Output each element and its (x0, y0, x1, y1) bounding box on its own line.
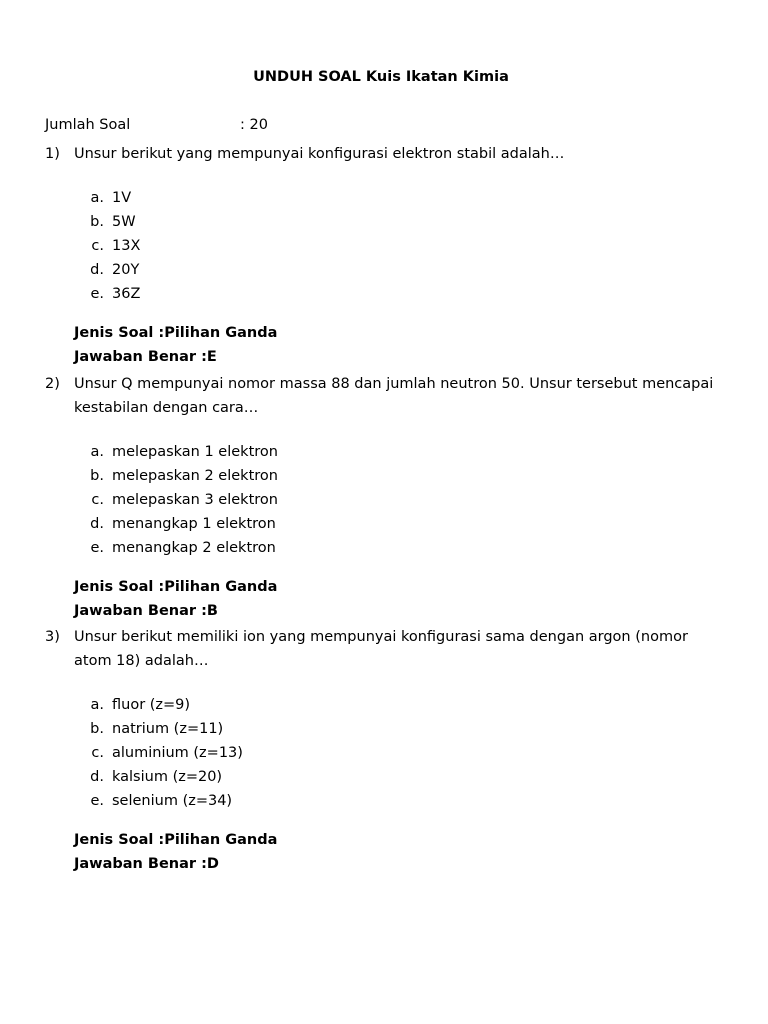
question-text: Unsur berikut memiliki ion yang mempunyai konfigurasi sama dengan argon (nomor atom 18) adalah… (74, 629, 688, 669)
question-meta (74, 575, 725, 623)
option-text: selenium (z=34) (112, 793, 233, 809)
option-letter: a. (90, 444, 104, 460)
question-count (45, 115, 268, 135)
option-d (45, 512, 725, 536)
option-a (45, 186, 725, 210)
option-list (45, 693, 725, 813)
correct-answer: Jawaban Benar :B (74, 603, 218, 619)
option-list (45, 440, 725, 560)
question-number: 1) (45, 146, 60, 162)
question-number: 2) (45, 376, 60, 392)
question-text: Unsur Q mempunyai nomor massa 88 dan jumlah neutron 50. Unsur tersebut mencapai kestabilan dengan cara… (74, 376, 714, 416)
option-b (45, 464, 725, 488)
option-text: 20Y (112, 262, 140, 278)
option-list (45, 186, 725, 306)
question-count-label: Jumlah Soal (45, 117, 131, 133)
question-count-value: : 20 (240, 117, 268, 133)
option-letter: c. (91, 745, 104, 761)
question-number: 3) (45, 629, 60, 645)
correct-answer: Jawaban Benar :E (74, 349, 217, 365)
question-text: Unsur berikut yang mempunyai konfigurasi elektron stabil adalah… (74, 146, 565, 162)
option-letter: e. (90, 540, 104, 556)
question-3 (45, 625, 725, 876)
option-text: aluminium (z=13) (112, 745, 243, 761)
question-1 (45, 142, 725, 369)
option-letter: e. (90, 286, 104, 302)
option-letter: a. (90, 697, 104, 713)
option-text: 13X (112, 238, 141, 254)
option-text: melepaskan 1 elektron (112, 444, 278, 460)
question-type: Jenis Soal :Pilihan Ganda (74, 325, 278, 341)
option-letter: c. (91, 492, 104, 508)
option-text: 5W (112, 214, 136, 230)
question-type: Jenis Soal :Pilihan Ganda (74, 579, 278, 595)
option-text: menangkap 2 elektron (112, 540, 276, 556)
option-e (45, 536, 725, 560)
option-b (45, 717, 725, 741)
option-letter: a. (90, 190, 104, 206)
question-type: Jenis Soal :Pilihan Ganda (74, 832, 278, 848)
option-text: kalsium (z=20) (112, 769, 223, 785)
option-letter: b. (90, 468, 104, 484)
option-text: menangkap 1 elektron (112, 516, 276, 532)
option-b (45, 210, 725, 234)
option-letter: c. (91, 238, 104, 254)
option-letter: b. (90, 214, 104, 230)
option-letter: b. (90, 721, 104, 737)
option-letter: d. (90, 516, 104, 532)
option-e (45, 789, 725, 813)
option-text: 36Z (112, 286, 141, 302)
option-text: natrium (z=11) (112, 721, 224, 737)
option-text: melepaskan 3 elektron (112, 492, 278, 508)
document-title: UNDUH SOAL Kuis Ikatan Kimia (253, 69, 509, 85)
option-letter: e. (90, 793, 104, 809)
option-letter: d. (90, 769, 104, 785)
option-c (45, 234, 725, 258)
option-c (45, 741, 725, 765)
option-text: 1V (112, 190, 132, 206)
option-text: melepaskan 2 elektron (112, 468, 278, 484)
option-e (45, 282, 725, 306)
option-a (45, 440, 725, 464)
correct-answer: Jawaban Benar :D (74, 856, 219, 872)
option-d (45, 765, 725, 789)
question-2 (45, 372, 725, 623)
option-c (45, 488, 725, 512)
option-a (45, 693, 725, 717)
option-d (45, 258, 725, 282)
option-letter: d. (90, 262, 104, 278)
option-text: fluor (z=9) (112, 697, 191, 713)
question-meta (74, 828, 725, 876)
question-meta (74, 321, 725, 369)
